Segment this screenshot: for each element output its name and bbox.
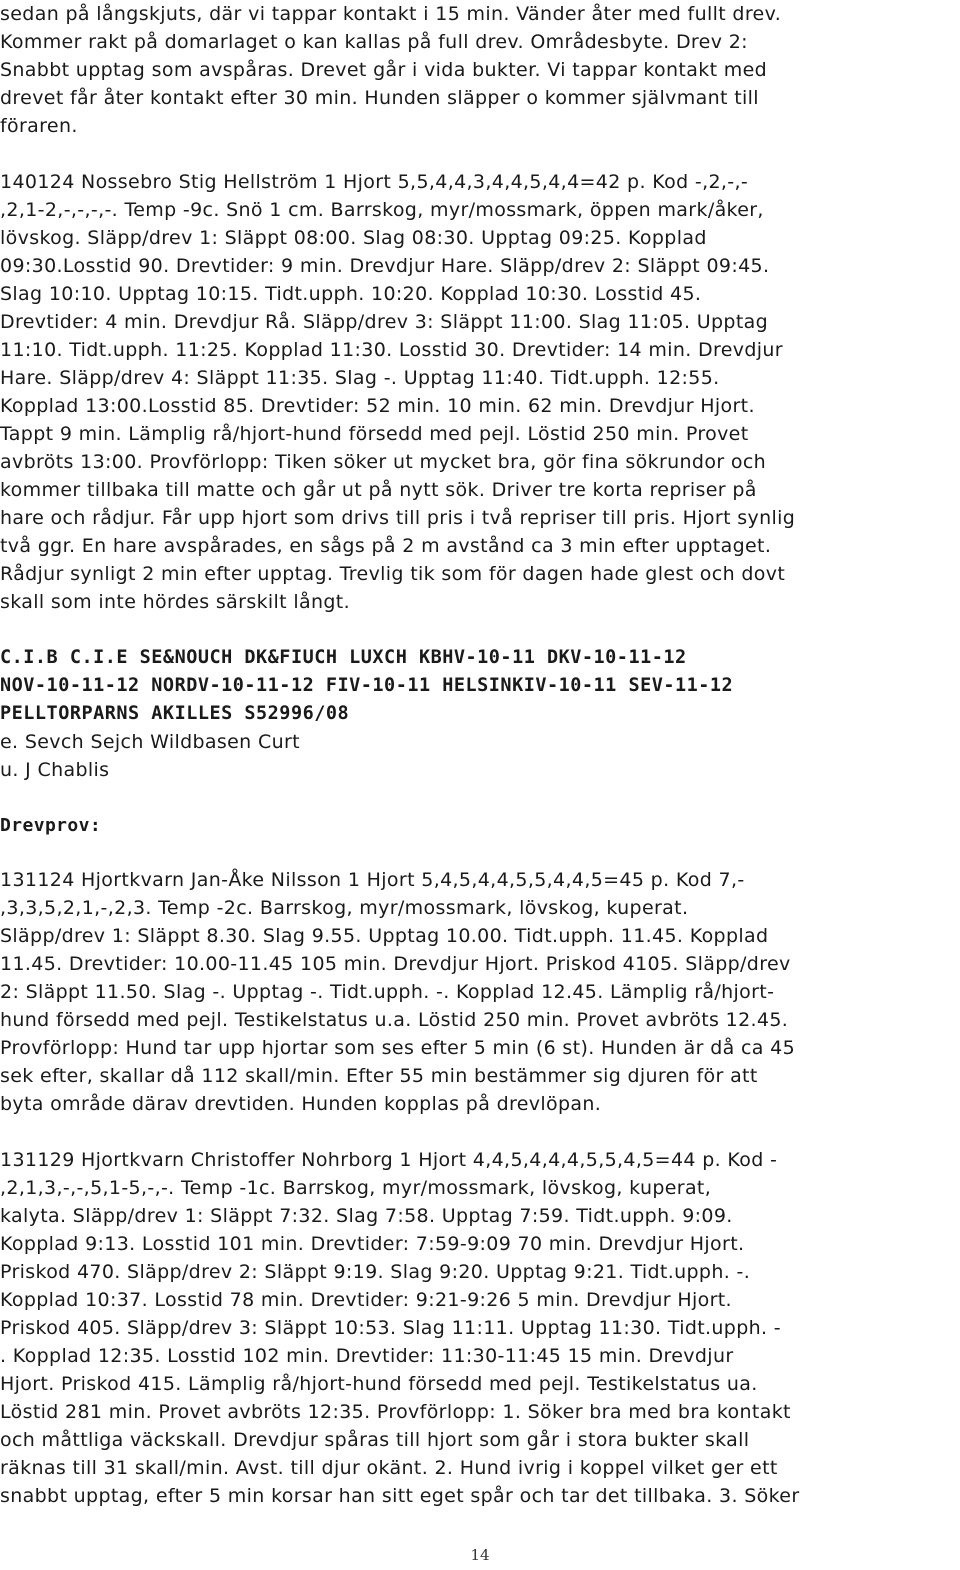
paragraph-trial-131124: 131124 Hjortkvarn Jan-Åke Nilsson 1 Hjort 5,4,5,4,4,5,5,4,4,5=45 p. Kod 7,- ,3,3,5,2,1,-,2,3. Temp -2c. Barrskog, myr/mossmark, lövskog, kuperat. Släpp/drev 1: Släppt 8.30. Slag 9.55. Upptag 10.00. Tidt.upph. 11.45. Kopplad 11.45. Drevtider: 10.00-11.45 105 min. Drevdjur Hjort. Priskod 4105. Släpp/drev 2: Släppt 11.50. Slag -. Upptag -. Tidt.upph. -. Kopplad 12.45. Lämplig rå/hjort- hund försedd med pejl. Testikelstatus u.a. Löstid 250 min. Provet avbröts 12.45. Provförlopp: Hund tar upp hjortar som ses efter 5 min (6 st). Hunden är då ca 45 sek efter, skallar då 112 skall/min. Efter 55 min bestämmer sig djuren för att byta område därav drevtiden. Hunden kopplas på drevlöpan. [0,869,796,1115]
dog-title-heading: C.I.B C.I.E SE&NOUCH DK&FIUCH LUXCH KBHV-10-11 DKV-10-11-12 NOV-10-11-12 NORDV-10-11-12 FIV-10-11 HELSINKIV-10-11 SEV-11-12 PELLTORPARNS AKILLES S52996/08 [0,647,734,724]
section-heading-drevprov: Drevprov: [0,815,102,836]
paragraph-trial-131129: 131129 Hjortkvarn Christoffer Nohrborg 1 Hjort 4,4,5,4,4,4,5,5,4,5=44 p. Kod - ,2,1,3,-,-,5,1-5,-,-. Temp -1c. Barrskog, myr/mossmark, lövskog, kuperat, kalyta. Släpp/drev 1: Släppt 7:32. Slag 7:58. Upptag 7:59. Tidt.upph. 9:09. Kopplad 9:13. Losstid 101 min. Drevtider: 7:59-9:09 70 min. Drevdjur Hjort. Priskod 470. Släpp/drev 2: Släppt 9:19. Slag 9:20. Upptag 9:21. Tidt.upph. -. Kopplad 10:37. Losstid 78 min. Drevtider: 9:21-9:26 5 min. Drevdjur Hjort. Priskod 405. Släpp/drev 3: Släppt 10:53. Slag 11:11. Upptag 11:30. Tidt.upph. - . Kopplad 12:35. Losstid 102 min. Drevtider: 11:30-11:45 15 min. Drevdjur Hjort. Priskod 415. Lämplig rå/hjort-hund försedd med pejl. Testikelstatus ua. Löstid 281 min. Provet avbröts 12:35. Provförlopp: 1. Söker bra med bra kontakt och måttliga väckskall. Drevdjur spåras till hjort som går i stora bukter skall räknas till 31 skall/min. Avst. till djur okänt. 2. Hund ivrig i koppel vilket ger ett snabbt upptag, efter 5 min korsar han sitt eget spår och tar det tillbaka. 3. Söker [0,1149,800,1507]
dam-line: u. J Chablis [0,759,110,781]
paragraph-continued-report: sedan på långskjuts, där vi tappar kontakt i 15 min. Vänder åter med fullt drev. Kommer rakt på domarlaget o kan kallas på full drev. Områdesbyte. Drev 2: Snabbt upptag som avspåras. Drevet går i vida bukter. Vi tappar kontakt med drevet får åter kontakt efter 30 min. Hunden släpper o kommer självmant till föraren. [0,3,782,137]
page-number: 14 [470,1546,490,1564]
paragraph-trial-140124: 140124 Nossebro Stig Hellström 1 Hjort 5,5,4,4,3,4,4,5,4,4=42 p. Kod -,2,-,- ,2,1-2,-,-,-,-. Temp -9c. Snö 1 cm. Barrskog, myr/mossmark, öppen mark/åker, lövskog. Släpp/drev 1: Släppt 08:00. Slag 08:30. Upptag 09:25. Kopplad 09:30.Losstid 90. Drevtider: 9 min. Drevdjur Hare. Släpp/drev 2: Släppt 09:45. Slag 10:10. Upptag 10:15. Tidt.upph. 10:20. Kopplad 10:30. Losstid 45. Drevtider: 4 min. Drevdjur Rå. Släpp/drev 3: Släppt 11:00. Slag 11:05. Upptag 11:10. Tidt.upph. 11:25. Kopplad 11:30. Losstid 30. Drevtider: 14 min. Drevdjur Hare. Släpp/drev 4: Släppt 11:35. Slag -. Upptag 11:40. Tidt.upph. 12:55. Kopplad 13:00.Losstid 85. Drevtider: 52 min. 10 min. 62 min. Drevdjur Hjort. Tappt 9 min. Lämplig rå/hjort-hund försedd med pejl. Löstid 250 min. Provet avbröts 13:00. Provförlopp: Tiken söker ut mycket bra, gör fina sökrundor och kommer tillbaka till matte och går ut på nytt sök. Driver tre korta repriser på hare och rådjur. Får upp hjort som drivs till pris i två repriser till pris. Hjort synlig två ggr. En hare avspårades, en sågs på 2 m avstånd ca 3 min efter upptaget. Rådjur synligt 2 min efter upptag. Trevlig tik som för dagen hade glest och dovt skall som inte hördes särskilt långt. [0,171,796,613]
sire-line: e. Sevch Sejch Wildbasen Curt [0,731,300,753]
